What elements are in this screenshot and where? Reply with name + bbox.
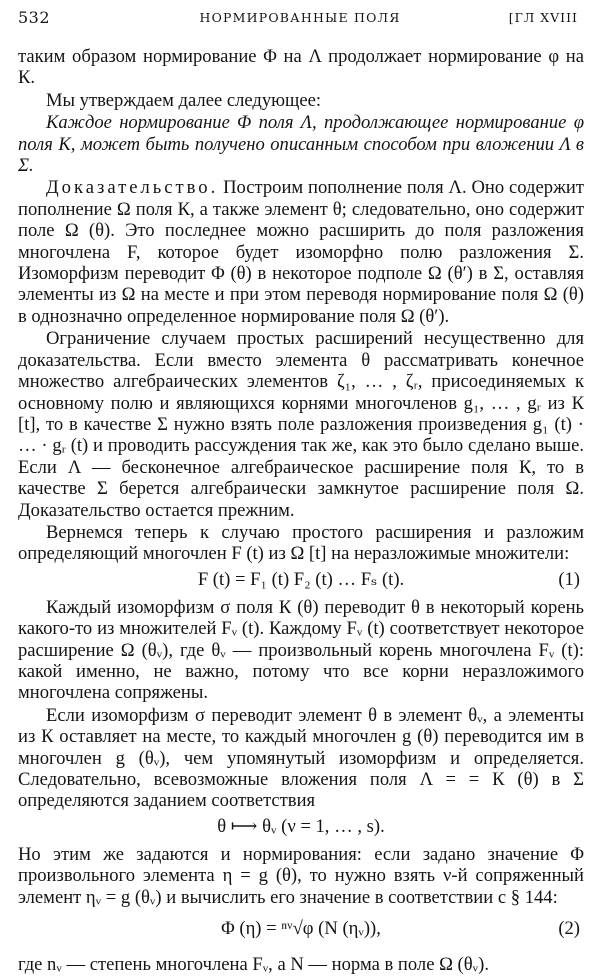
paragraph: Каждый изоморфизм σ поля К (θ) переводит θ в некоторый корень какого-то из множителей Fᵥ (t). Каждому Fᵥ (t) соответствует некоторое расширение Ω (θᵥ), где θᵥ — произвольный корень многочлена Fᵥ (t): какой именно, не важно, потому что все корни неразложимого многочлена сопряжены. xyxy=(18,596,584,704)
equation-number: (2) xyxy=(558,918,580,940)
equation-1 xyxy=(18,569,584,593)
paragraph: Ограничение случаем простых расширений несущественно для доказательства. Если вместо элемента θ рассматривать конечное множество алгебраических элементов ζ₁, … , ζᵣ, присоединяемых к основному полю и являющихся корнями многочленов g₁, … , gᵣ из К [t], то в качестве Σ нужно взять поле разложения произведения g₁ (t) · … · gᵣ (t) и проводить рассуждения так же, как это было сделано выше. Если Λ — бесконечное алгебраическое расширение поля К, то в качестве Σ берется алгебраически замкнутое расширение поля Ω. Доказательство остается прежним. xyxy=(18,328,584,521)
proof-text: Построим пополнение поля Λ. Оно содержит пополнение Ω поля К, а также элемент θ; следовательно, оно содержит поле Ω (θ). Это последнее можно расширить до поля разложения многочлена F, которое будет изоморфно полю разложения Σ. Изоморфизм переводит Φ (θ) в некоторое подполе Ω (θ′) в Σ, оставляя элементы из Ω на месте и при этом переводя нормирование поля Ω (θ) в однозначно определенное нормирование поля Ω (θ′). xyxy=(18,177,584,327)
running-title: НОРМИРОВАННЫЕ ПОЛЯ xyxy=(199,10,401,25)
paragraph: Если изоморфизм σ переводит элемент θ в элемент θᵥ, а элементы из К оставляет на месте, то каждый многочлен g (θ) переводится им в многочлен g (θᵥ), чем упомянутый изоморфизм и определяется. Следовательно, всевозможные вложения поля Λ = = К (θ) в Σ определяются заданием соответствия xyxy=(18,704,584,812)
proof-paragraph xyxy=(18,177,584,327)
page-body xyxy=(18,46,584,976)
proof-label: Доказательство. xyxy=(46,177,219,199)
correspondence-formula xyxy=(18,816,584,840)
equation-2 xyxy=(18,918,584,950)
equation-formula: Φ (η) = ⁿᵛ√φ (N (ηᵥ)), xyxy=(221,918,381,940)
page-number: 532 xyxy=(18,8,51,27)
paragraph: Но этим же задаются и нормирования: если задано значение Φ произвольного элемента η = g (θ), то нужно взять ν-й сопряженный элемент ηᵥ = g (θᵥ) и вычислить его значение в соответствии с § 144: xyxy=(18,843,584,908)
theorem-statement: Каждое нормирование Φ поля Λ, продолжающее нормирование φ поля К, может быть получено описанным способом при вложении Λ в Σ. xyxy=(18,112,584,177)
paragraph: Мы утверждаем далее следующее: xyxy=(46,89,322,111)
paragraph: где nᵥ — степень многочлена Fᵥ, а N — норма в поле Ω (θᵥ). xyxy=(18,954,489,976)
chapter-label: [ГЛ XVIII xyxy=(508,10,578,25)
equation-formula: θ ⟼ θᵥ (ν = 1, … , s). xyxy=(217,815,385,837)
paragraph: таким образом нормирование Φ на Λ продолжает нормирование φ на К. xyxy=(18,46,584,89)
page-header xyxy=(0,8,600,32)
equation-formula: F (t) = F₁ (t) F₂ (t) … Fₛ (t). xyxy=(197,568,405,590)
paragraph: Вернемся теперь к случаю простого расширения и разложим определяющий многочлен F (t) из Ω [t] на неразложимые множители: xyxy=(18,521,584,565)
equation-number: (1) xyxy=(558,568,580,590)
